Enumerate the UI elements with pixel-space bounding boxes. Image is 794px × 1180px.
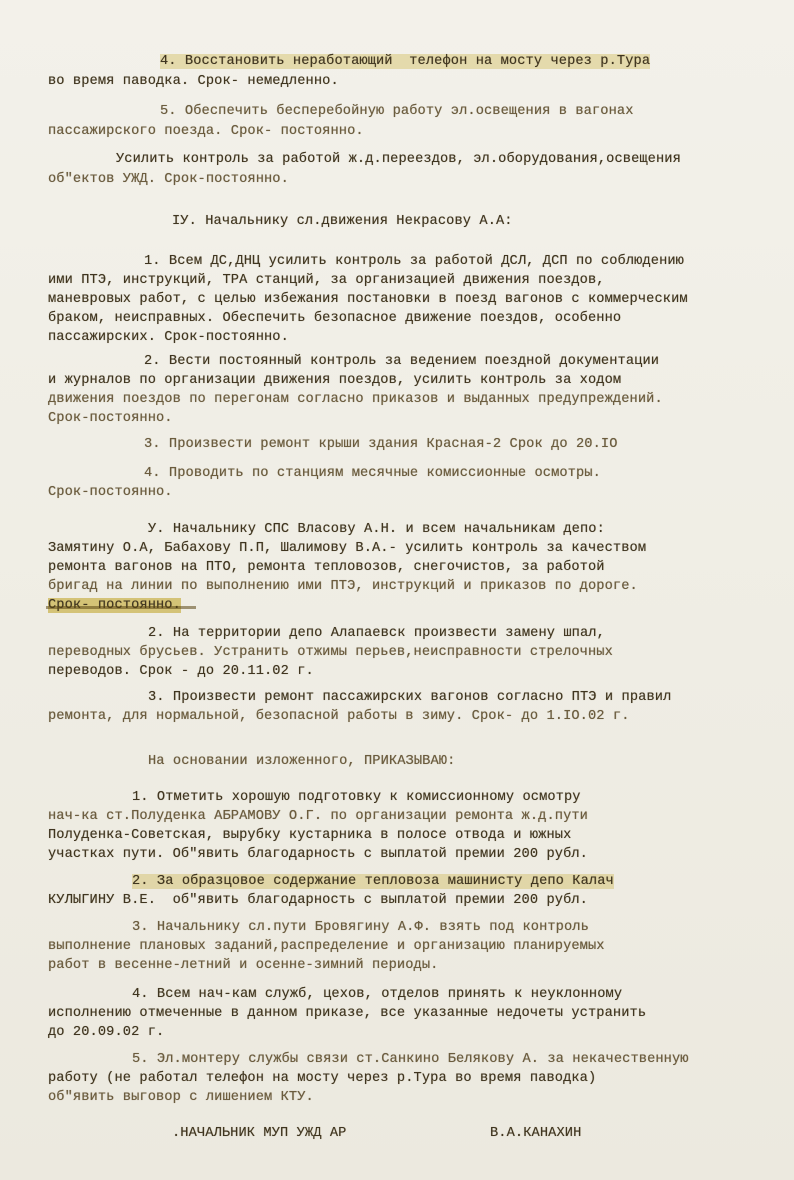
document-line: исполнению отмеченные в данном приказе, все указанные недочеты устранить bbox=[48, 1006, 647, 1021]
document-line: Усилить контроль за работой ж.д.переездов, эл.оборудования,освещения bbox=[116, 152, 681, 167]
document-line: участках пути. Об"явить благодарность с выплатой премии 200 рубл. bbox=[48, 847, 588, 862]
document-line: 5. Обеспечить бесперебойную работу эл.освещения в вагонах bbox=[160, 104, 634, 119]
document-line: ремонта вагонов на ПТО, ремонта тепловозов, снегочистов, за работой bbox=[48, 560, 605, 575]
document-line: 2. За образцовое содержание тепловоза машинисту депо Калач bbox=[132, 874, 614, 889]
document-line: 5. Эл.монтеру службы связи ст.Санкино Белякову А. за некачественную bbox=[132, 1052, 689, 1067]
document-line: 3. Начальнику сл.пути Бровягину А.Ф. взять под контроль bbox=[132, 920, 589, 935]
document-line: браком, неисправных. Обеспечить безопасное движение поездов, особенно bbox=[48, 311, 622, 326]
document-line: и журналов по организации движения поездов, усилить контроль за ходом bbox=[48, 373, 622, 388]
document-line: пассажирских. Срок-постоянно. bbox=[48, 330, 289, 345]
document-line: движения поездов по перегонам согласно приказов и выданных предупреждений. bbox=[48, 392, 663, 407]
document-line: 3. Произвести ремонт пассажирских вагонов согласно ПТЭ и правил bbox=[148, 690, 672, 705]
document-line: ремонта, для нормальной, безопасной работы в зиму. Срок- до 1.IO.02 г. bbox=[48, 709, 630, 724]
document-line: Срок-постоянно. bbox=[48, 411, 173, 426]
document-line: IУ. Начальнику сл.движения Некрасову А.А: bbox=[172, 214, 513, 229]
document-line: 2. На территории депо Алапаевск произвести замену шпал, bbox=[148, 626, 605, 641]
document-line: 4. Всем нач-кам служб, цехов, отделов принять к неуклонному bbox=[132, 987, 623, 1002]
document-line: работу (не работал телефон на мосту через р.Тура во время паводка) bbox=[48, 1071, 597, 1086]
document-line: .НАЧАЛЬНИК МУП УЖД АР bbox=[172, 1126, 347, 1141]
document-line: во время паводка. Срок- немедленно. bbox=[48, 74, 339, 89]
document-line: работ в весенне-летний и осенне-зимний периоды. bbox=[48, 958, 439, 973]
document-line: В.А.КАНАХИН bbox=[490, 1126, 582, 1141]
document-line: до 20.09.02 г. bbox=[48, 1025, 165, 1040]
document-line: ими ПТЭ, инструкций, ТРА станций, за организацией движения поездов, bbox=[48, 273, 605, 288]
document-line: КУЛЫГИНУ В.Е. об"явить благодарность с выплатой премии 200 рубл. bbox=[48, 893, 588, 908]
document-line: переводов. Срок - до 20.11.02 г. bbox=[48, 664, 314, 679]
document-line: У. Начальнику СПС Власову А.Н. и всем начальникам депо: bbox=[148, 522, 605, 537]
document-line: 1. Отметить хорошую подготовку к комиссионному осмотру bbox=[132, 790, 581, 805]
document-line: переводных брусьев. Устранить отжимы перьев,неисправности стрелочных bbox=[48, 645, 613, 660]
underline-mark bbox=[46, 606, 196, 609]
document-line: Полуденка-Советская, вырубку кустарника в полосе отвода и южных bbox=[48, 828, 572, 843]
document-line: 4. Проводить по станциям месячные комиссионные осмотры. bbox=[144, 466, 601, 481]
document-line: На основании изложенного, ПРИКАЗЫВАЮ: bbox=[148, 754, 456, 769]
document-line: бригад на линии по выполнению ими ПТЭ, инструкций и приказов по дороге. bbox=[48, 579, 638, 594]
document-line: Замятину О.А, Бабахову П.П, Шалимову В.А.- усилить контроль за качеством bbox=[48, 541, 647, 556]
document-line: 1. Всем ДС,ДНЦ усилить контроль за работой ДСЛ, ДСП по соблюдению bbox=[144, 254, 684, 269]
document-line: выполнение плановых заданий,распределение и организацию планируемых bbox=[48, 939, 605, 954]
document-line: пассажирского поезда. Срок- постоянно. bbox=[48, 124, 364, 139]
document-line: 4. Восстановить неработающий телефон на мосту через р.Тура bbox=[160, 54, 651, 69]
document-line: 3. Произвести ремонт крыши здания Красная-2 Срок до 20.IO bbox=[144, 437, 618, 452]
document-line: об"ектов УЖД. Срок-постоянно. bbox=[48, 172, 289, 187]
document-line: маневровых работ, с целью избежания постановки в поезд вагонов с коммерческим bbox=[48, 292, 688, 307]
document-line: нач-ка ст.Полуденка АБРАМОВУ О.Г. по организации ремонта ж.д.пути bbox=[48, 809, 588, 824]
document-line: 2. Вести постоянный контроль за ведением поездной документации bbox=[144, 354, 660, 369]
document-line: об"явить выговор с лишением КТУ. bbox=[48, 1090, 314, 1105]
document-line: Срок-постоянно. bbox=[48, 485, 173, 500]
